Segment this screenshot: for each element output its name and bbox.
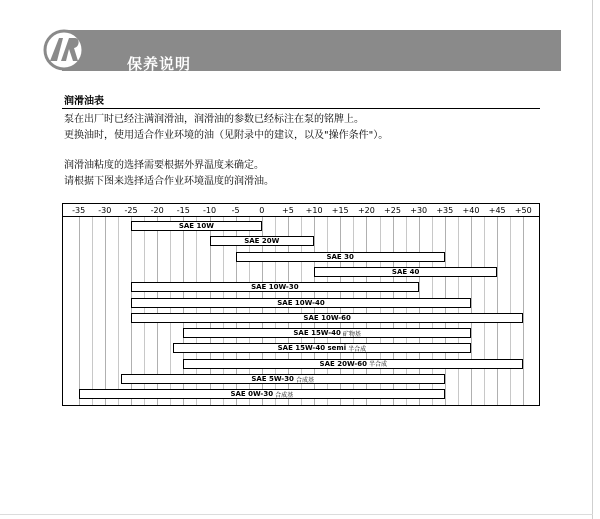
- x-tick-label: +45: [488, 206, 506, 215]
- bar-note: 矿物基: [342, 330, 361, 338]
- x-tick-label: 0: [259, 206, 265, 215]
- grid-line-minor: [92, 217, 93, 405]
- temperature-range-bar: [236, 252, 445, 262]
- grid-line-minor: [458, 217, 459, 405]
- x-tick-label: +50: [514, 206, 532, 215]
- bar-label: SAE 20W: [244, 237, 280, 246]
- x-tick-label: -20: [150, 206, 164, 215]
- x-tick-label: +40: [462, 206, 480, 215]
- bar-label: SAE 30: [326, 252, 354, 261]
- section-title: 润滑油表: [64, 96, 104, 107]
- x-tick-label: -15: [176, 206, 190, 215]
- grid-line-major: [79, 217, 80, 405]
- grid-line-minor: [510, 217, 511, 405]
- bar-label: SAE 40: [391, 267, 420, 276]
- bar-label: SAE 10W-30: [251, 283, 299, 292]
- temperature-range-bar: [121, 374, 445, 384]
- x-tick-label: +5: [281, 206, 294, 215]
- temperature-range-bar: [79, 389, 445, 399]
- grid-line-major: [497, 217, 498, 405]
- bar-label: SAE 15W-40: [293, 329, 341, 338]
- temperature-range-bar: [131, 298, 471, 308]
- page-title: 保养说明: [127, 55, 192, 73]
- bar-label: SAE 15W-40 semi: [277, 344, 347, 353]
- page-border-right: [592, 0, 593, 519]
- grid-line-minor: [484, 217, 485, 405]
- temperature-range-bar: [131, 221, 262, 231]
- x-tick-label: +25: [384, 206, 401, 215]
- paragraph-line-1: 泵在出厂时已经注满润滑油，润滑油的参数已经标注在泵的铭牌上。: [64, 114, 364, 125]
- grid-line-major: [471, 217, 472, 405]
- paragraph-line-3: 润滑油粘度的选择需要根据外界温度来确定。: [64, 160, 264, 171]
- bar-note: 半合成: [369, 361, 388, 369]
- x-tick-label: -5: [231, 206, 240, 215]
- bar-label: SAE 10W: [178, 222, 214, 230]
- bar-note: 合成基: [275, 391, 294, 399]
- x-tick-label: -35: [72, 206, 86, 215]
- temperature-range-bar: [183, 359, 523, 369]
- x-tick-label: +10: [305, 206, 323, 215]
- grid-line-major: [105, 217, 106, 405]
- bar-label: SAE 20W-60: [319, 359, 368, 368]
- bar-note: 合成基: [295, 376, 314, 384]
- grid-line-major: [523, 217, 524, 405]
- bar-label: SAE 10W-60: [303, 313, 351, 322]
- bar-label: SAE 0W-30: [230, 390, 274, 399]
- x-tick-label: +30: [410, 206, 428, 215]
- grid-line-minor: [118, 217, 119, 405]
- x-tick-label: -25: [124, 206, 138, 215]
- temperature-range-bar: [183, 328, 471, 338]
- temperature-range-bar: [131, 313, 523, 323]
- x-tick-label: +35: [436, 206, 454, 215]
- paragraph-line-2: 更换油时，使用适合作业环境的油（见附录中的建议，以及"操作条件"）。: [64, 130, 389, 141]
- paragraph-line-4: 请根据下图来选择适合作业环境温度的润滑油。: [64, 176, 274, 187]
- x-tick-label: +20: [357, 206, 375, 215]
- brand-logo-icon: [42, 28, 86, 72]
- temperature-range-bar: [173, 343, 471, 353]
- page-border-bottom: [0, 514, 593, 515]
- temperature-range-bar: [131, 282, 419, 292]
- temperature-range-bar: [314, 267, 497, 277]
- section-title-underline: [62, 108, 540, 109]
- x-tick-label: +15: [331, 206, 349, 215]
- bar-label: SAE 5W-30: [251, 375, 294, 383]
- grid-line-major: [445, 217, 446, 405]
- bar-label: SAE 10W-40: [277, 298, 325, 307]
- x-tick-label: -10: [202, 206, 217, 215]
- bar-note: 半合成: [348, 345, 367, 353]
- x-tick-label: -30: [98, 206, 112, 215]
- temperature-range-bar: [210, 236, 315, 246]
